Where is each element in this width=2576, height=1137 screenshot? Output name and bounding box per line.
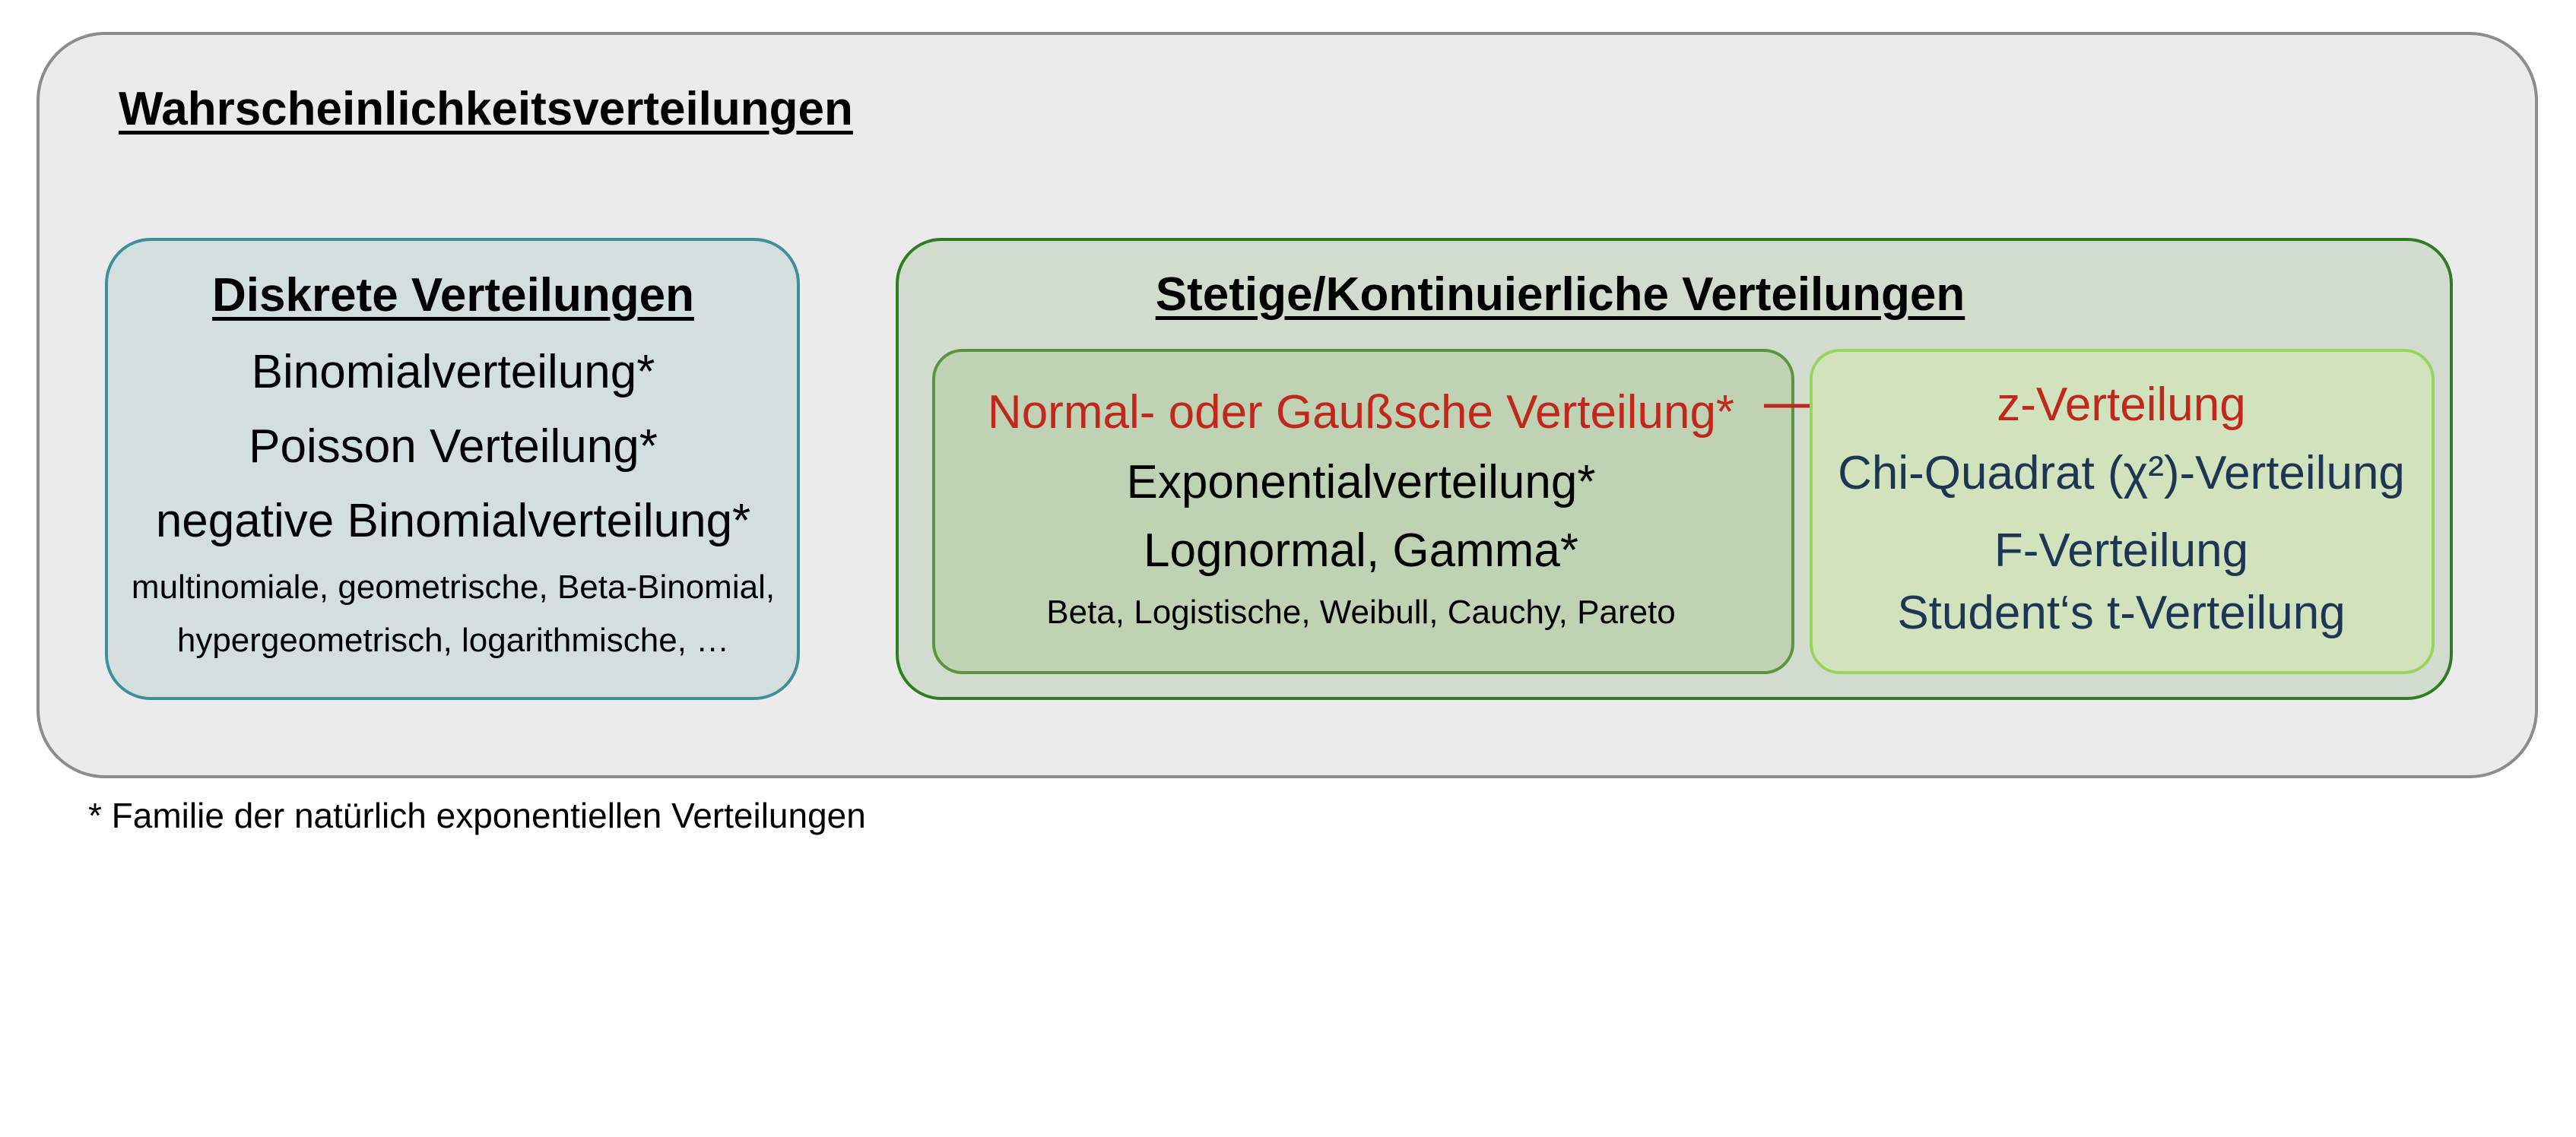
- continuous-item-exponential: Exponentialverteilung*: [1126, 456, 1596, 508]
- chi-square-distribution-label: Chi-Quadrat (χ²)-Verteilung: [1838, 447, 2405, 499]
- normal-distribution-text: Normal- oder Gaußsche Verteilung*: [987, 386, 1735, 439]
- normal-distribution-label: [987, 386, 1735, 439]
- discrete-item-binomial: Binomialverteilung*: [251, 346, 655, 398]
- footnote: * Familie der natürlich exponentiellen Verteilungen: [88, 796, 866, 835]
- discrete-others-line1: multinomiale, geometrische, Beta-Binomial,: [131, 568, 776, 606]
- continuous-item-lognormal-gamma: Lognormal, Gamma*: [1143, 524, 1579, 577]
- discrete-others-line2: hypergeometrisch, logarithmische, …: [176, 622, 730, 659]
- discrete-heading: Diskrete Verteilungen: [211, 269, 695, 321]
- continuous-heading: Stetige/Kontinuierliche Verteilungen: [1155, 268, 1965, 321]
- z-distribution-label: z-Verteilung: [1997, 378, 2246, 431]
- student-t-distribution-label: Student‘s t-Verteilung: [1897, 587, 2346, 639]
- main-title: Wahrscheinlichkeitsverteilungen: [119, 83, 853, 135]
- f-distribution-label: F-Verteilung: [1994, 524, 2249, 577]
- continuous-others: Beta, Logistische, Weibull, Cauchy, Pareto: [1046, 594, 1676, 631]
- discrete-item-negative-binomial: negative Binomialverteilung*: [155, 495, 751, 547]
- discrete-item-poisson: Poisson Verteilung*: [249, 420, 658, 473]
